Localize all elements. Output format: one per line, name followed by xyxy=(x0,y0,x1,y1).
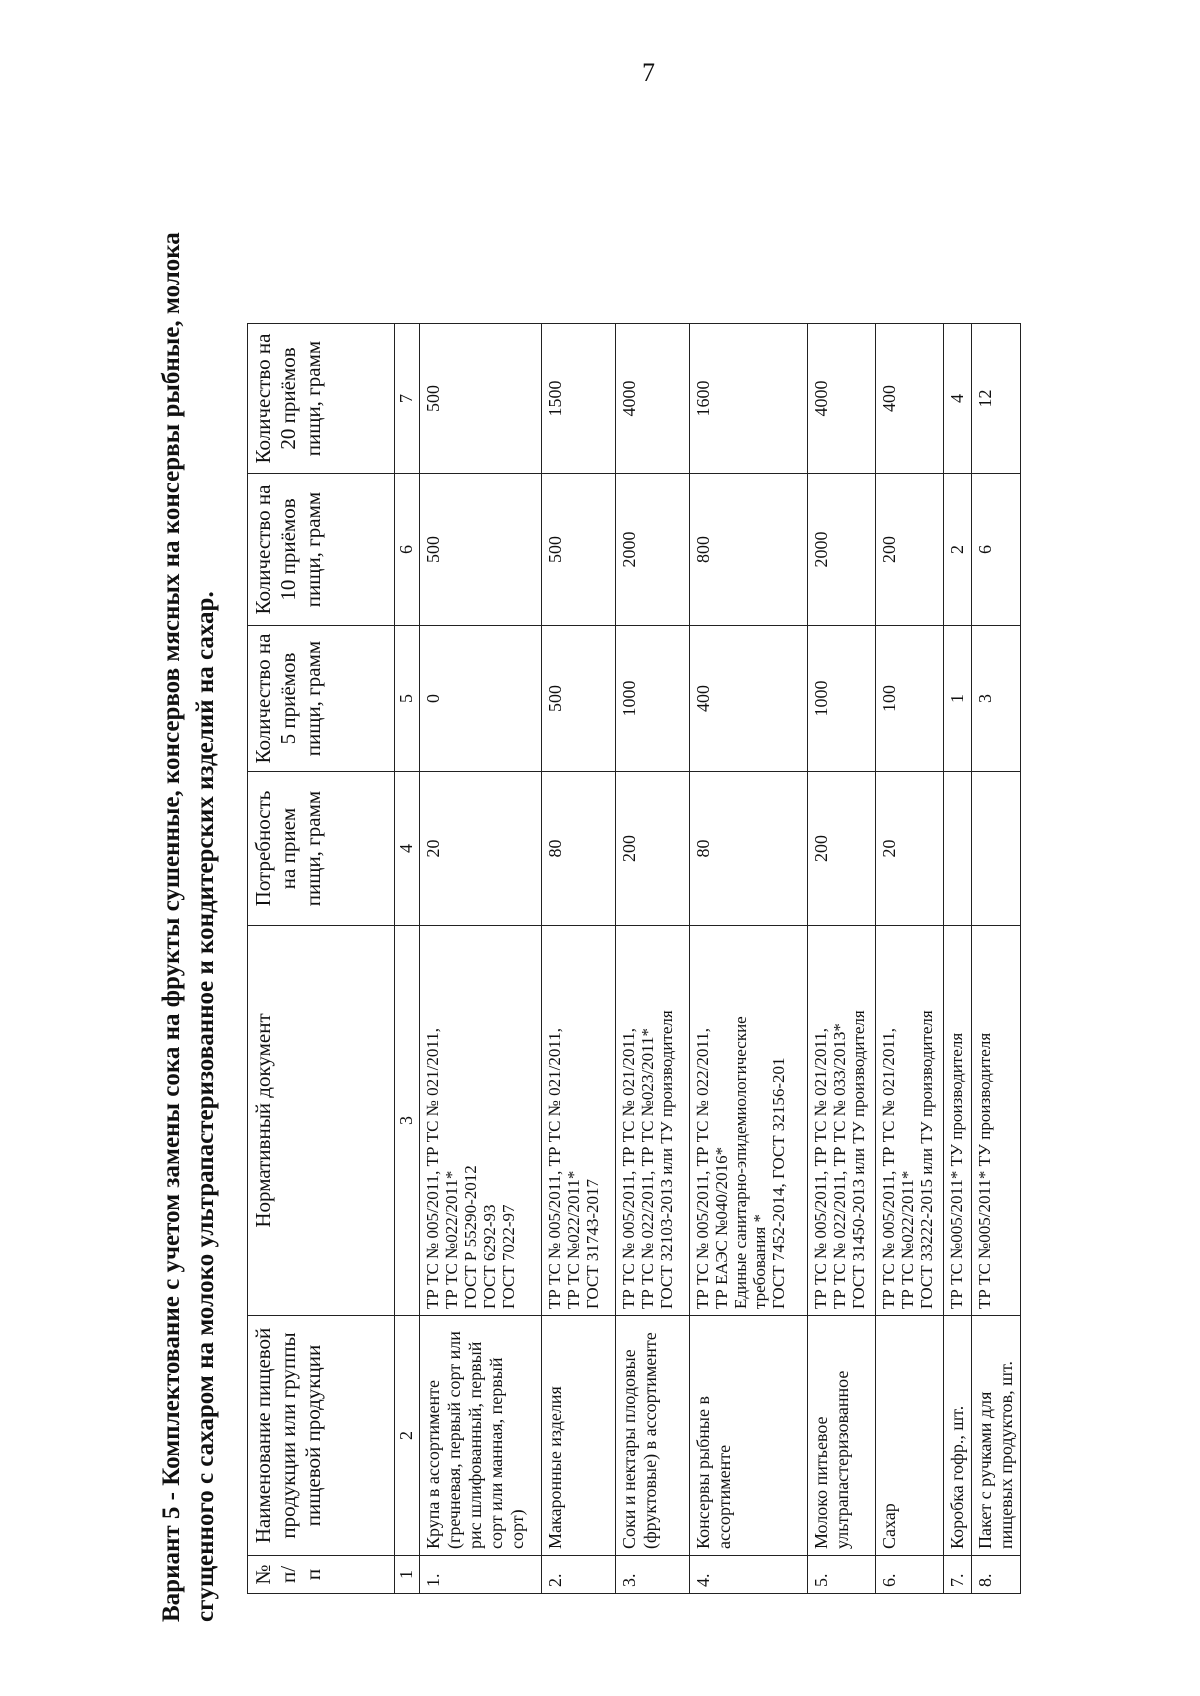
table-row xyxy=(690,324,808,1594)
row-q20: 4000 xyxy=(616,324,690,474)
row-name: Соки и нектары плодовые (фруктовые) в ассортименте xyxy=(616,1316,690,1556)
doc-line: ТР ТС № 005/2011, ТР ТС № 021/2011, xyxy=(879,1028,898,1309)
row-num: 6. xyxy=(876,1556,944,1594)
row-name: Пакет с ручками для пищевых продуктов, шт. xyxy=(972,1316,1021,1556)
doc-line: Единые санитарно-эпидемиологические xyxy=(731,1016,750,1309)
row-num: 2. xyxy=(542,1556,616,1594)
row-q20: 12 xyxy=(972,324,1021,474)
header-q20: Количество на 20 приёмов пищи, грамм xyxy=(248,324,395,474)
column-number: 2 xyxy=(395,1316,420,1556)
row-q10: 200 xyxy=(876,474,944,626)
row-q10: 2000 xyxy=(616,474,690,626)
row-q5: 1000 xyxy=(808,626,876,772)
caption-line-2: сгущенного с сахаром на молоко ультрапастеризованное и кондитерских изделий на сахар. xyxy=(192,591,219,1622)
row-q20: 1600 xyxy=(690,324,808,474)
column-number: 4 xyxy=(395,772,420,926)
header-name: Наименование пищевой продукции или группы пищевой продукции xyxy=(248,1316,395,1556)
doc-line: ГОСТ Р 55290-2012 xyxy=(461,1165,480,1309)
row-num: 5. xyxy=(808,1556,876,1594)
doc-line: ТР ТС № 022/2011, ТР ТС №023/2011* xyxy=(638,1028,657,1309)
table-row xyxy=(420,324,542,1594)
table-row xyxy=(876,324,944,1594)
doc-line: требования * xyxy=(750,1214,769,1309)
row-q20: 4000 xyxy=(808,324,876,474)
header-q10: Количество на 10 приёмов пищи, грамм xyxy=(248,474,395,626)
row-q5: 1 xyxy=(944,626,972,772)
doc-line: ГОСТ 32103-2013 или ТУ производителя xyxy=(657,1010,676,1309)
column-number: 6 xyxy=(395,474,420,626)
table-row xyxy=(944,324,972,1594)
doc-line: ГОСТ 31450-2013 или ТУ производителя xyxy=(849,1010,868,1309)
doc-line: ТР ТС № 022/2011, ТР ТС № 033/2013* xyxy=(830,1023,849,1309)
row-doc xyxy=(808,926,876,1316)
row-q10: 800 xyxy=(690,474,808,626)
row-q10: 2000 xyxy=(808,474,876,626)
row-per-meal: 20 xyxy=(420,772,542,926)
doc-line: ТР ТС №005/2011* ТУ производителя xyxy=(975,1032,994,1309)
row-q5: 100 xyxy=(876,626,944,772)
row-num: 1. xyxy=(420,1556,542,1594)
row-num: 8. xyxy=(972,1556,1021,1594)
row-q20: 500 xyxy=(420,324,542,474)
header-num: № п/п xyxy=(248,1556,395,1594)
doc-line: ТР ТС № 005/2011, ТР ТС № 022/2011, xyxy=(693,1028,712,1309)
doc-line: ГОСТ 31743-2017 xyxy=(583,1178,602,1309)
header-q5: Количество на 5 приёмов пищи, грамм xyxy=(248,626,395,772)
doc-line: ГОСТ 7452-2014, ГОСТ 32156-201 xyxy=(769,1057,788,1309)
row-doc xyxy=(972,926,1021,1316)
doc-line: ТР ТС №005/2011* ТУ производителя xyxy=(947,1032,966,1309)
column-number-row xyxy=(395,324,420,1594)
row-name: Молоко питьевое ультрапастеризованное xyxy=(808,1316,876,1556)
row-q20: 1500 xyxy=(542,324,616,474)
doc-line: ТР ЕАЭС №040/2016* xyxy=(712,1146,731,1309)
column-number: 5 xyxy=(395,626,420,772)
row-doc xyxy=(542,926,616,1316)
row-name: Сахар xyxy=(876,1316,944,1556)
row-name: Консервы рыбные в ассортименте xyxy=(690,1316,808,1556)
row-doc xyxy=(876,926,944,1316)
doc-line: ТР ТС №022/2011* xyxy=(442,1170,461,1309)
row-q10: 500 xyxy=(420,474,542,626)
column-number: 7 xyxy=(395,324,420,474)
row-per-meal: 80 xyxy=(542,772,616,926)
row-num: 7. xyxy=(944,1556,972,1594)
doc-line: ТР ТС № 005/2011, ТР ТС № 021/2011, xyxy=(811,1028,830,1309)
row-doc xyxy=(616,926,690,1316)
row-per-meal: 200 xyxy=(808,772,876,926)
row-per-meal xyxy=(944,772,972,926)
row-q5: 400 xyxy=(690,626,808,772)
rotated-content xyxy=(155,122,1075,1622)
row-q5: 0 xyxy=(420,626,542,772)
header-per-meal: Потребность на прием пищи, грамм xyxy=(248,772,395,926)
row-num: 3. xyxy=(616,1556,690,1594)
row-doc xyxy=(944,926,972,1316)
row-q5: 1000 xyxy=(616,626,690,772)
doc-line: ТР ТС № 005/2011, ТР ТС № 021/2011, xyxy=(545,1028,564,1309)
doc-line: ГОСТ 33222-2015 или ТУ производителя xyxy=(917,1010,936,1309)
header-row xyxy=(248,324,395,1594)
doc-line: ТР ТС №022/2011* xyxy=(564,1170,583,1309)
column-number: 3 xyxy=(395,926,420,1316)
row-q20: 400 xyxy=(876,324,944,474)
row-doc xyxy=(690,926,808,1316)
row-per-meal: 20 xyxy=(876,772,944,926)
row-per-meal: 200 xyxy=(616,772,690,926)
row-num: 4. xyxy=(690,1556,808,1594)
doc-line: ТР ТС № 005/2011, ТР ТС № 021/2011, xyxy=(423,1028,442,1309)
row-q5: 3 xyxy=(972,626,1021,772)
doc-line: ТР ТС №022/2011* xyxy=(898,1170,917,1309)
row-q10: 2 xyxy=(944,474,972,626)
column-number: 1 xyxy=(395,1556,420,1594)
doc-line: ГОСТ 7022-97 xyxy=(499,1204,518,1309)
caption-line-1: Вариант 5 - Комплектование с учетом замены сока на фрукты сушенные, консервов мясных на консервы рыбные, молока xyxy=(158,232,185,1622)
page-number: 7 xyxy=(642,58,655,87)
row-q20: 4 xyxy=(944,324,972,474)
table-caption xyxy=(155,182,223,1622)
header-doc: Нормативный документ xyxy=(248,926,395,1316)
table-row xyxy=(972,324,1021,1594)
row-name: Крупа в ассортименте (гречневая, первый сорт или рис шлифованный, первый сорт или манная, первый сорт) xyxy=(420,1316,542,1556)
row-name: Макаронные изделия xyxy=(542,1316,616,1556)
table-row xyxy=(542,324,616,1594)
table-row xyxy=(616,324,690,1594)
row-name: Коробка гофр., шт. xyxy=(944,1316,972,1556)
row-doc xyxy=(420,926,542,1316)
row-q5: 500 xyxy=(542,626,616,772)
doc-line: ТР ТС № 005/2011, ТР ТС № 021/2011, xyxy=(619,1028,638,1309)
row-per-meal xyxy=(972,772,1021,926)
row-q10: 6 xyxy=(972,474,1021,626)
products-table xyxy=(247,323,1021,1594)
row-q10: 500 xyxy=(542,474,616,626)
table-row xyxy=(808,324,876,1594)
row-per-meal: 80 xyxy=(690,772,808,926)
doc-line: ГОСТ 6292-93 xyxy=(480,1204,499,1309)
